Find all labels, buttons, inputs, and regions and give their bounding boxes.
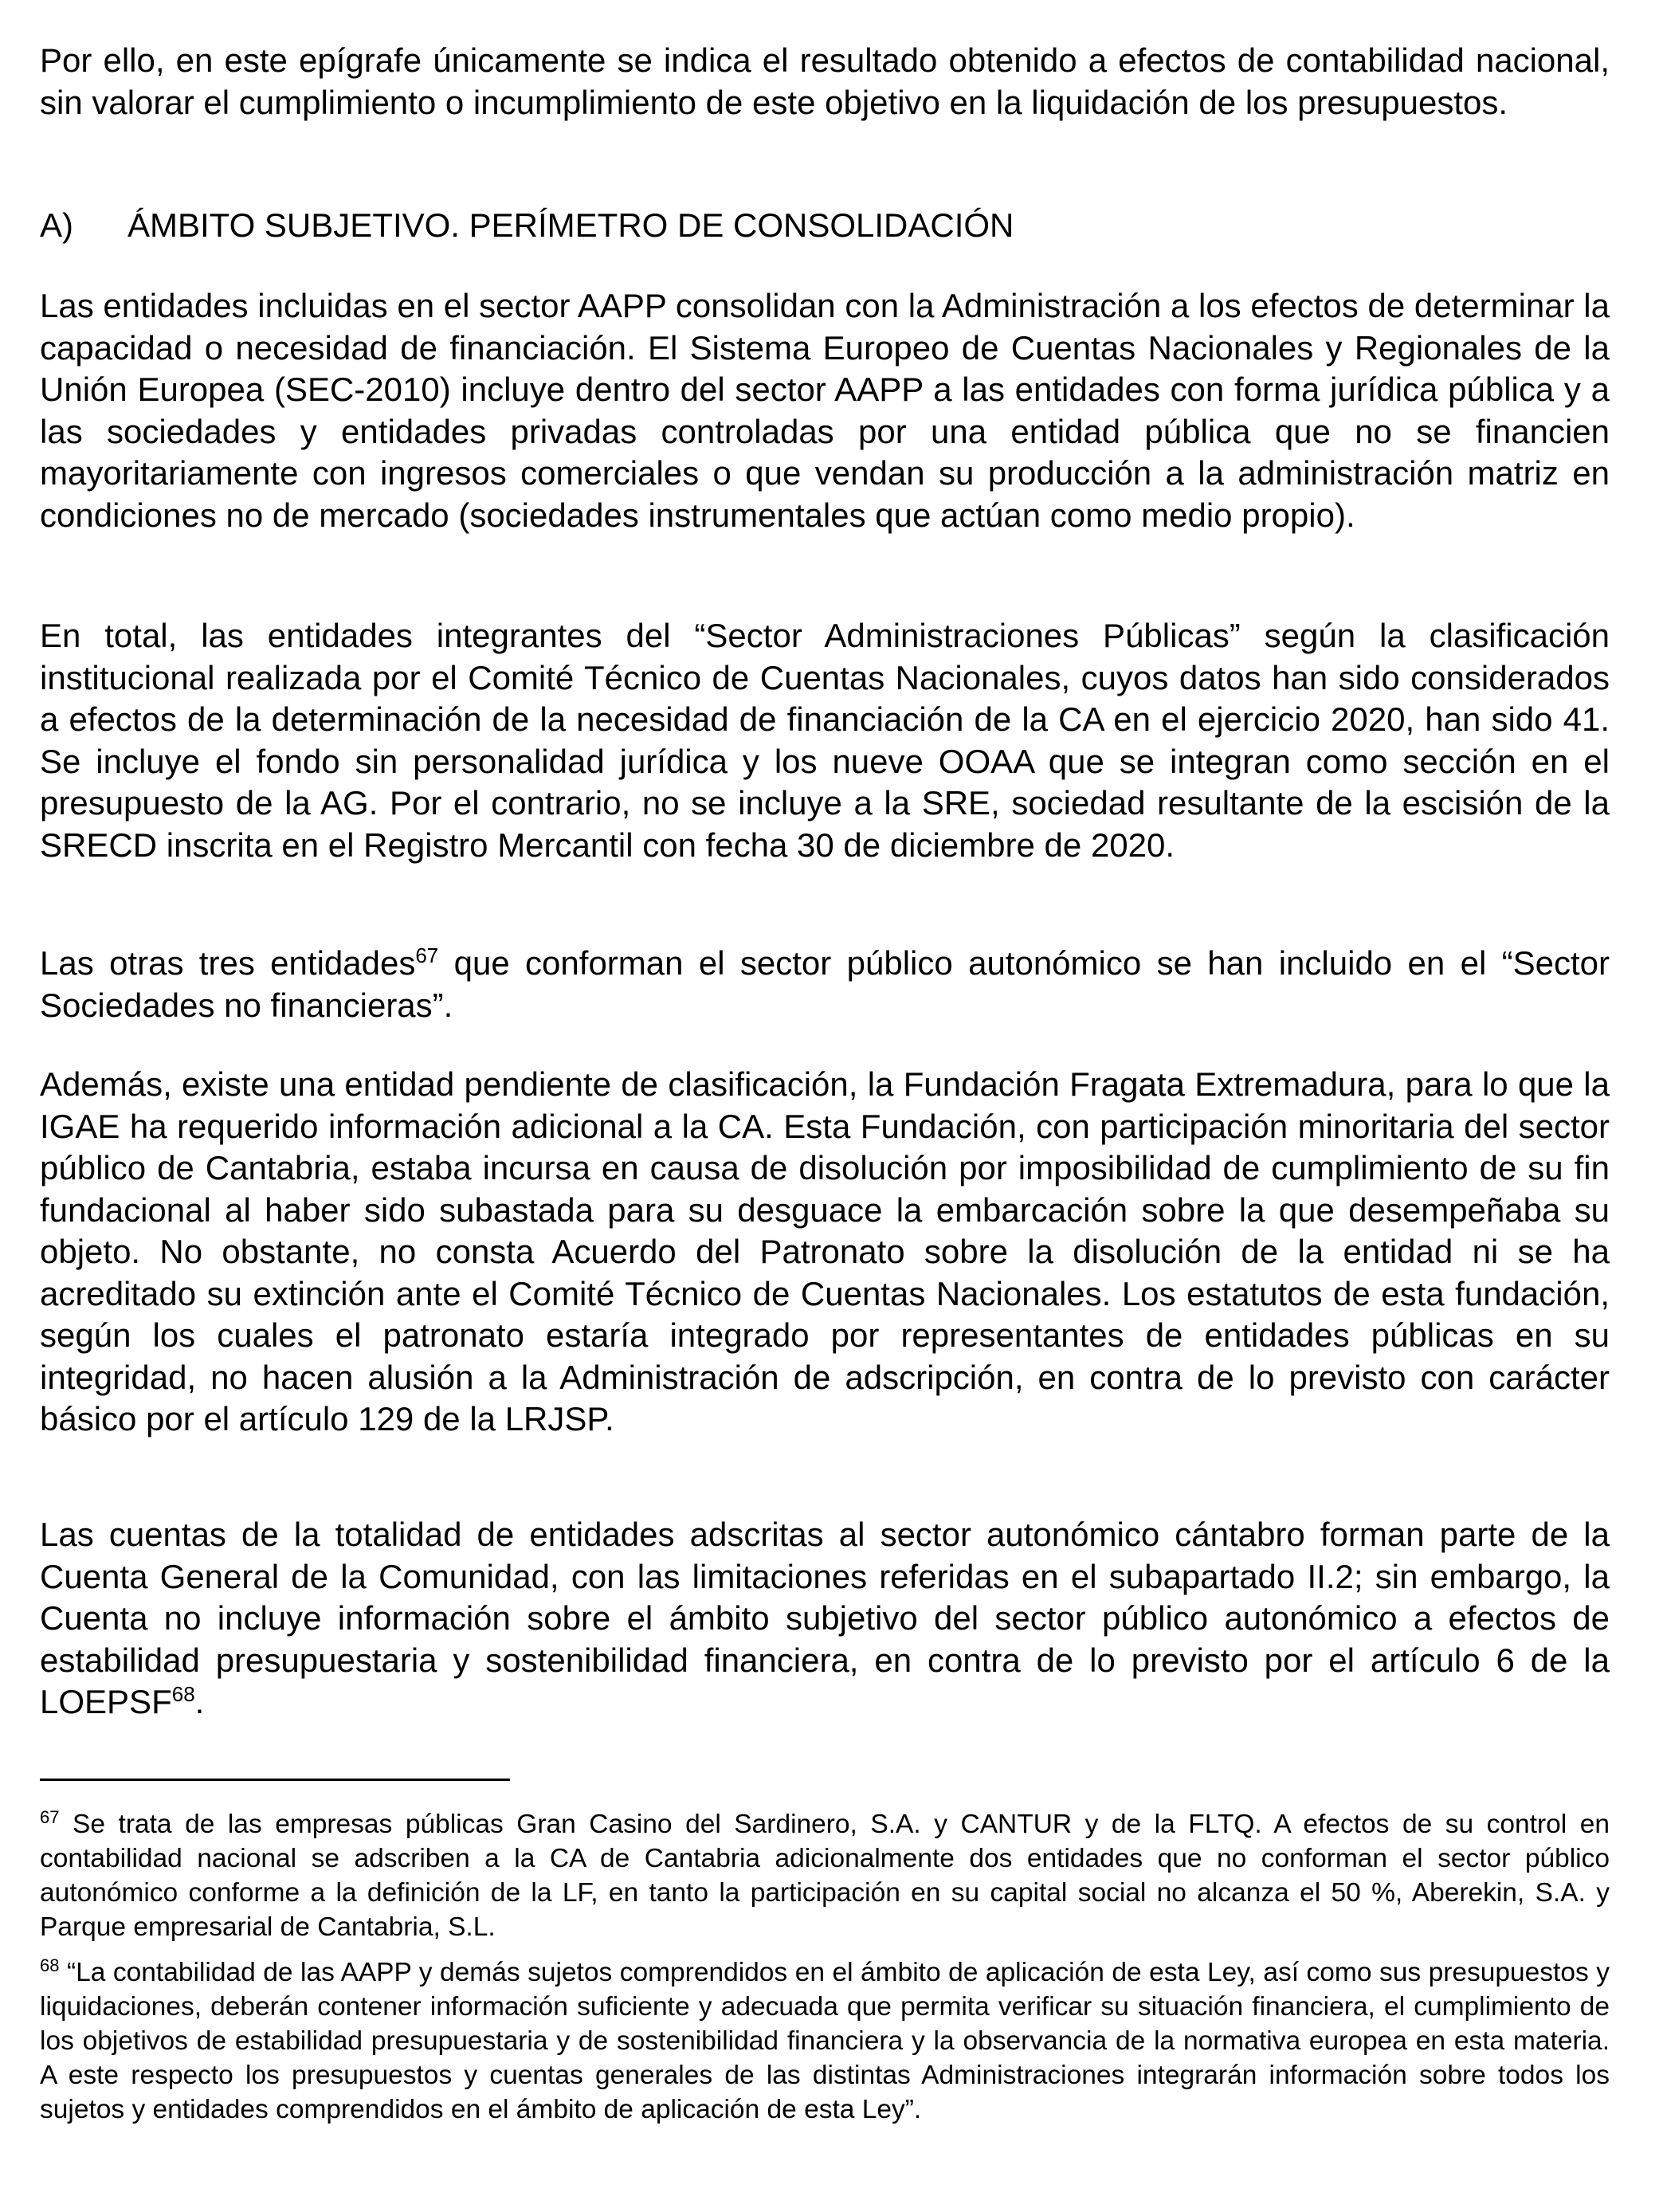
text: Las cuentas de la totalidad de entidades adscritas al sector autonómico cántabro forman parte de la Cuenta General de la Comunidad, con las limitaciones referidas en el subapartado II.2; sin embargo, la Cuenta no incluye información sobre el ámbito subjetivo del sector público autonómico a efectos de estabilidad presupuestaria y sostenibilidad financiera, en contra de lo previsto por el artículo 6 de la LOEPSF [40, 1516, 1610, 1720]
section-heading-text: ÁMBITO SUBJETIVO. PERÍMETRO DE CONSOLIDACIÓN [127, 206, 1014, 244]
footnote-text: “La contabilidad de las AAPP y demás sujetos comprendidos en el ámbito de aplicación de esta Ley, así como sus presupuestos y liquidaciones, deberán contener información suficiente y adecuada que permita verificar su situación financiera, el cumplimiento de los objetivos de estabilidad presupuestaria y de sostenibilidad financiera y la observancia de la normativa europea en esta materia. A este respecto los presupuestos y cuentas generales de las distintas Administraciones integrarán información sobre todos los sujetos y entidades comprendidos en el ámbito de aplicación de esta Ley”. [40, 1958, 1610, 2124]
text: Las otras tres entidades [40, 944, 416, 982]
paragraph-aapp-consolidation: Las entidades incluidas en el sector AAPP consolidan con la Administración a los efectos de determinar la capacidad o necesidad de financiación. El Sistema Europeo de Cuentas Nacionales y Regionales de la Unión Europea (SEC-2010) incluye dentro del sector AAPP a las entidades con forma jurídica pública y a las sociedades y entidades privadas controladas por una entidad pública que no se financien mayoritariamente con ingresos comerciales o que vendan su producción a la administración matriz en condiciones no de mercado (sociedades instrumentales que actúan como medio propio). [40, 287, 1610, 534]
text: que conforman el sector público autonómico se han incluido en el “Sector Sociedades no financieras”. [40, 944, 1610, 1024]
footnote-separator [40, 1779, 510, 1781]
section-heading-number: A) [40, 206, 73, 244]
paragraph-other-entities [40, 943, 1610, 1026]
footnote-67 [40, 1807, 1610, 1944]
section-heading [40, 205, 1610, 247]
text: . [194, 1683, 205, 1720]
paragraph-total-entities: En total, las entidades integrantes del “Sector Administraciones Públicas” según la clasificación institucional realizada por el Comité Técnico de Cuentas Nacionales, cuyos datos han sido considerados a efectos de la determinación de la necesidad de financiación de la CA en el ejercicio 2020, han sido 41. Se incluye el fondo sin personalidad jurídica y los nueve OOAA que se integran como sección en el presupuesto de la AG. Por el contrario, no se incluye a la SRE, sociedad resultante de la escisión de la SRECD inscrita en el Registro Mercantil con fecha 30 de diciembre de 2020. [40, 617, 1610, 864]
paragraph-cuenta-general [40, 1514, 1610, 1724]
paragraph-fundacion-fragata: Además, existe una entidad pendiente de clasificación, la Fundación Fragata Extremadura, para lo que la IGAE ha requerido información adicional a la CA. Esta Fundación, con participación minoritaria del sector público de Cantabria, estaba incursa en causa de disolución por imposibilidad de cumplimiento de su fin fundacional al haber sido subastada para su desguace la embarcación sobre la que desempeñaba su objeto. No obstante, no consta Acuerdo del Patronato sobre la disolución de la entidad ni se ha acreditado su extinción ante el Comité Técnico de Cuentas Nacionales. Los estatutos de esta fundación, según los cuales el patronato estaría integrado por representantes de entidades públicas en su integridad, no hacen alusión a la Administración de adscripción, en contra de lo previsto con carácter básico por el artículo 129 de la LRJSP. [40, 1065, 1610, 1437]
footnote-number: 68 [40, 1955, 60, 1975]
paragraph-intro: Por ello, en este epígrafe únicamente se indica el resultado obtenido a efectos de contabilidad nacional, sin valorar el cumplimiento o incumplimiento de este objetivo en la liquidación de los presupuestos. [40, 41, 1610, 121]
footnote-number: 67 [40, 1806, 60, 1827]
footnote-ref-67[interactable]: 67 [415, 943, 439, 967]
footnote-68 [40, 1955, 1610, 2127]
footnote-text: Se trata de las empresas públicas Gran Casino del Sardinero, S.A. y CANTUR y de la FLTQ. A efectos de su control en contabilidad nacional se adscriben a la CA de Cantabria adicionalmente dos entidades que no conforman el sector público autonómico conforme a la definición de la LF, en tanto la participación en su capital social no alcanza el 50 %, Aberekin, S.A. y Parque empresarial de Cantabria, S.L. [40, 1810, 1610, 1942]
footnote-ref-68[interactable]: 68 [171, 1682, 195, 1706]
